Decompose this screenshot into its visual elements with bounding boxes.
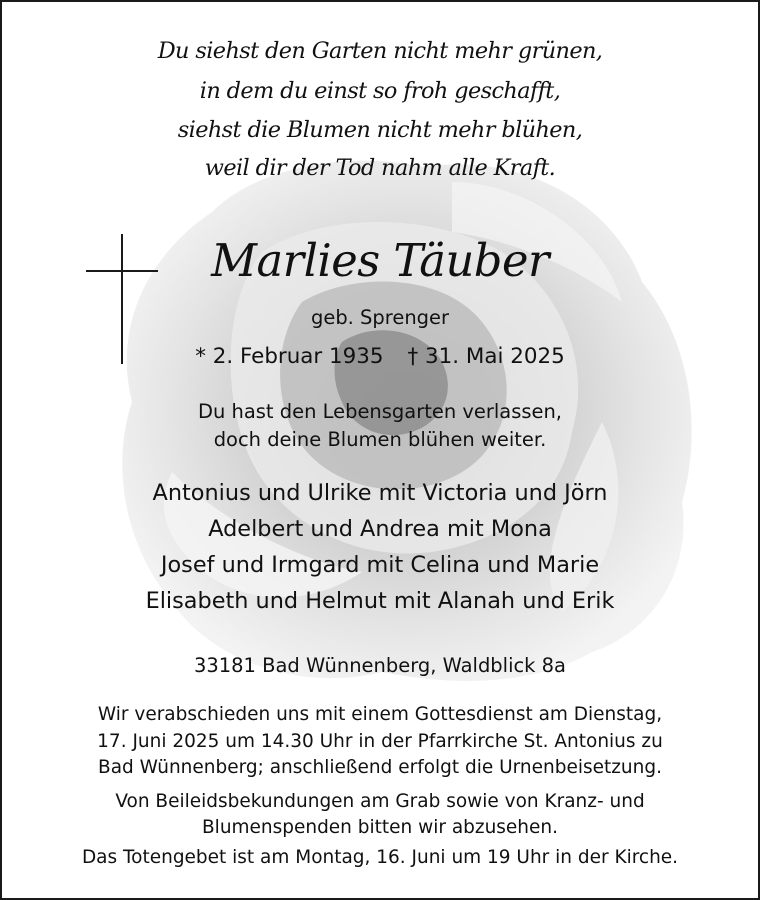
quote-line-2: doch deine Blumen blühen weiter. [213, 428, 547, 451]
poem-line-1: Du siehst den Garten nicht mehr grünen, [157, 38, 603, 64]
family-line-3: Josef und Irmgard mit Celina und Marie [160, 552, 600, 578]
deceased-name: Marlies Täuber [211, 234, 549, 287]
poem-line-2: in dem du einst so froh geschafft, [199, 78, 561, 104]
quote-line-1: Du hast den Lebensgarten verlassen, [198, 400, 562, 423]
maiden-name: geb. Sprenger [310, 306, 450, 329]
service-line-2: 17. Juni 2025 um 14.30 Uhr in der Pfarrkirche St. Antonius zu [97, 731, 663, 752]
family-line-1: Antonius und Ulrike mit Victoria und Jörn [152, 480, 608, 506]
birth-date: * 2. Februar 1935 [195, 344, 384, 369]
death-date: † 31. Mai 2025 [407, 344, 565, 369]
family-line-2: Adelbert und Andrea mit Mona [208, 516, 552, 542]
poem-line-3: siehst die Blumen nicht mehr blühen, [177, 117, 583, 143]
service-line-3: Bad Wünnenberg; anschließend erfolgt die Urnenbeisetzung. [98, 757, 662, 778]
service-line-6: Das Totengebet ist am Montag, 16. Juni um 19 Uhr in der Kirche. [81, 847, 679, 868]
service-line-4: Von Beileidsbekundungen am Grab sowie von Kranz- und [115, 791, 645, 812]
life-dates [2, 344, 758, 369]
family-line-4: Elisabeth und Helmut mit Alanah und Erik [145, 588, 615, 614]
service-line-1: Wir verabschieden uns mit einem Gottesdienst am Dienstag, [97, 704, 663, 725]
address: 33181 Bad Wünnenberg, Waldblick 8a [194, 654, 566, 677]
service-line-5: Blumenspenden bitten wir abzusehen. [202, 817, 558, 838]
poem-line-4: weil dir der Tod nahm alle Kraft. [204, 155, 556, 181]
